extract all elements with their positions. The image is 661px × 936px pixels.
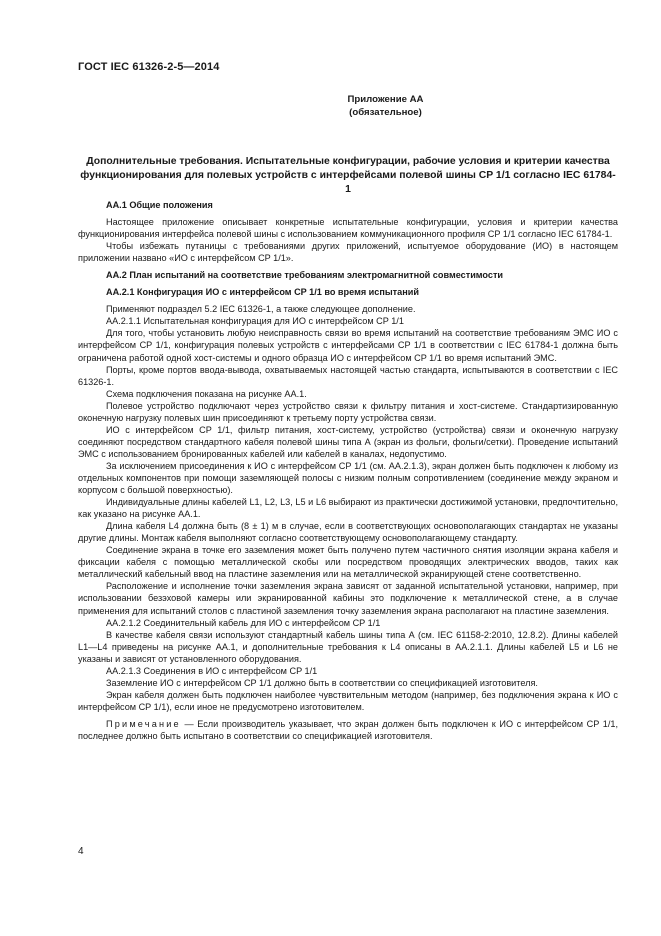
paragraph: Экран кабеля должен быть подключен наиболее чувствительным методом (например, без подключения экрана к ИО с интерфейсом CP 1/1), если иное не предусмотрено изготовителем.	[78, 689, 618, 712]
paragraph: Соединение экрана в точке его заземления может быть получено путем частичного снятия изоляции экрана кабеля и фиксации кабеля с помощью металлической скобы или посредством проводящих электрических вводов, таких как металлический кабельный ввод на пластине заземления или на металлической экранирующей стене соответственно.	[78, 545, 618, 580]
page-number: 4	[78, 846, 84, 857]
paragraph: В качестве кабеля связи используют стандартный кабель шины типа А (см. IEC 61158-2:2010, 12.8.2). Длины кабелей L1—L4 приведены на рисунке АА.1, и дополнительные требования к L4 описаны в АА.2.1.1. Длины кабелей L5 и L6 не указаны и зависят от установленного оборудования.	[78, 629, 618, 664]
paragraph: За исключением присоединения к ИО с интерфейсом CP 1/1 (см. АА.2.1.3), экран должен быть подключен к любому из отдельных компонентов при помощи заземляющей полосы с низким полным сопротивлением (соединение между экраном и корпусом с большой поверхностью).	[78, 460, 618, 496]
paragraph: Длина кабеля L4 должна быть (8 ± 1) м в случае, если в соответствующих основополагающих стандартах не указаны другие длины. Монтаж кабеля выполняют согласно соответствующему основополагающему стандарту.	[78, 521, 618, 544]
subsection-heading-aa213: АА.2.1.3 Соединения в ИО с интерфейсом CP 1/1	[106, 665, 318, 676]
paragraph: Заземление ИО с интерфейсом CP 1/1 должно быть в соответствии со спецификацией изготовителя.	[106, 677, 538, 688]
note-text: — Если производитель указывает, что экран должен быть подключен к ИО с интерфейсом CP 1/1, последнее должно быть испытано в соответствии со спецификацией изготовителя.	[78, 718, 618, 741]
subsection-heading-aa212: АА.2.1.2 Соединительный кабель для ИО с интерфейсом CP 1/1	[106, 617, 381, 628]
paragraph: Полевое устройство подключают через устройство связи к фильтру питания и хост-системе. Стандартизированную оконечную нагрузку полевых шин присоединяют к третьему порту устройства связи.	[78, 400, 618, 423]
standard-code: ГОСТ IEC 61326-2-5—2014	[78, 61, 220, 73]
annex-heading	[0, 93, 661, 119]
section-heading-aa21: АА.2.1 Конфигурация ИО с интерфейсом CP 1/1 во время испытаний	[106, 287, 419, 298]
paragraph: Схема подключения показана на рисунке АА.1.	[106, 388, 307, 399]
section-heading-aa1: АА.1 Общие положения	[106, 200, 213, 210]
note-label: Примечание	[106, 718, 181, 729]
subsection-heading-aa211: АА.2.1.1 Испытательная конфигурация для ИО с интерфейсом CP 1/1	[106, 316, 404, 327]
note	[78, 718, 618, 742]
annex-title: Приложение АА	[347, 94, 424, 105]
paragraph: Настоящее приложение описывает конкретные испытательные конфигурации, условия и критерии качества функционирования интерфейса полевой шины с использованием коммуникационного профиля CP 1/1 согласно IEC 61784-1.	[78, 217, 618, 240]
paragraph: ИО с интерфейсом CP 1/1, фильтр питания, хост-систему, устройство (устройства) связи и оконечную нагрузку соединяют посредством стандартного кабеля полевой шины типа А (экран из фольги, фольги/сетки). Проведение испытаний ЭМС с использованием бронированных кабелей или кабелей в каналах, недопустимо.	[78, 424, 618, 459]
paragraph: Индивидуальные длины кабелей L1, L2, L3, L5 и L6 выбирают из практически достижимой установки, предпочтительно, как указано на рисунке АА.1.	[78, 497, 618, 520]
paragraph: Применяют подраздел 5.2 IEC 61326-1, а также следующее дополнение.	[106, 304, 416, 315]
annex-main-title: Дополнительные требования. Испытательные конфигурации, рабочие условия и критерии качества функционирования для полевых устройств с интерфейсами полевой шины CP 1/1 согласно IEC 61784-1	[80, 156, 616, 195]
paragraph: Расположение и исполнение точки заземления экрана зависят от заданной испытательной установки, например, при использовании безэховой камеры или экранированной кабины это подключение к металлической стене, а в случае применения для испытаний столов с пластиной заземления точку заземления экрана располагают на пластине заземления.	[78, 581, 618, 616]
document-body	[78, 199, 618, 742]
section-heading-aa2: АА.2 План испытаний на соответствие требованиям электромагнитной совместимости	[106, 270, 504, 281]
paragraph: Для того, чтобы установить любую неисправность связи во время испытаний на соответствие требованиям ЭМС ИО с интерфейсом CP 1/1, конфигурация полевых устройств с интерфейсами CP 1/1 в соответствии с IEC 61784-1 должна быть ограничена работой одной хост-системы и одного образца ИО с интерфейсом CP 1/1 во время испытаний ЭМС.	[78, 328, 618, 363]
paragraph: Порты, кроме портов ввода-вывода, охватываемых настоящей частью стандарта, испытываются в соответствии с IEC 61326-1.	[78, 364, 618, 387]
annex-status: (обязательное)	[349, 107, 422, 118]
paragraph: Чтобы избежать путаницы с требованиями других приложений, испытуемое оборудование (ИО) в настоящем приложении названо «ИО с интерфейсом CP 1/1».	[78, 241, 618, 264]
